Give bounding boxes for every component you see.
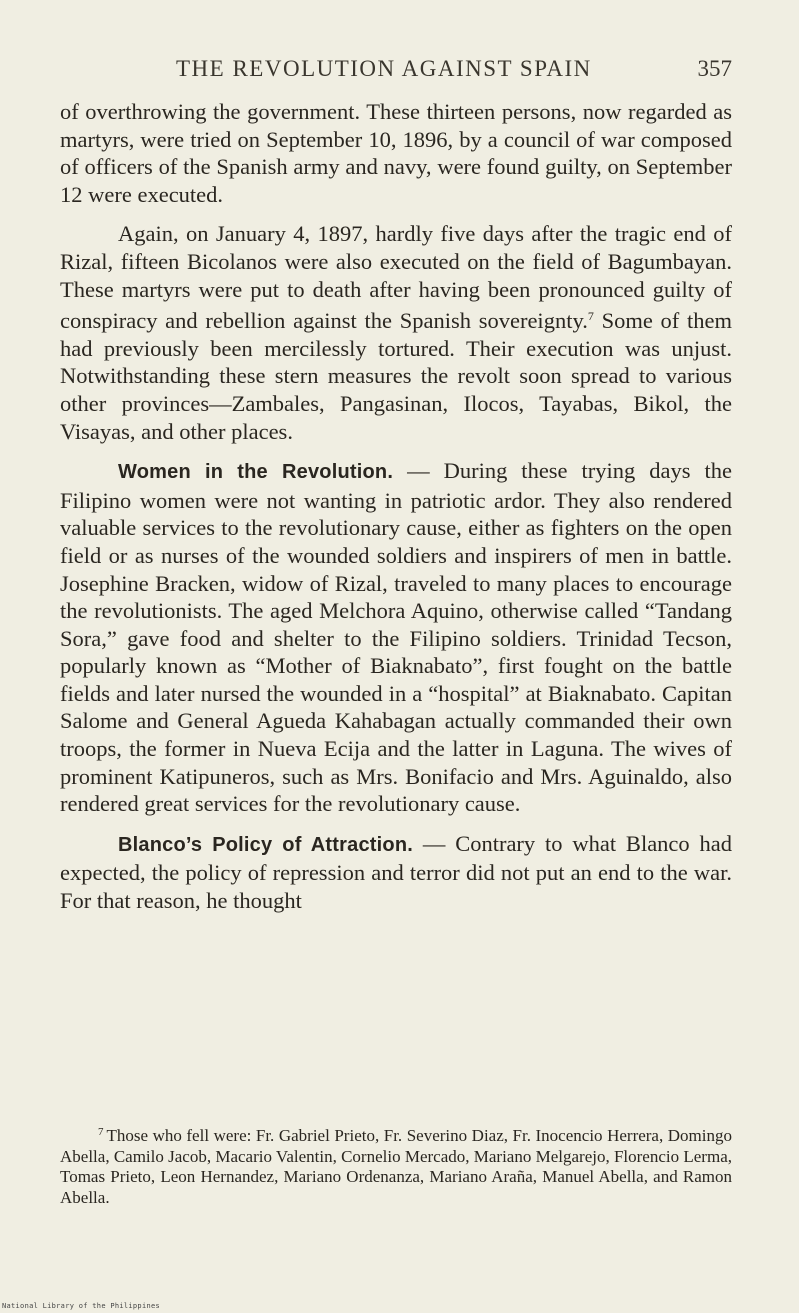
page-number: 357 — [697, 56, 732, 81]
running-title: THE REVOLUTION AGAINST SPAIN — [176, 56, 592, 81]
paragraph-text: Some of them had previously been mercilessly tortured. Their execution was unjust. Notwithstanding these stern measures the revolt soon spread to various other provinces—Zambales, Pangasinan, Ilocos, Tayabas, Bikol, the Visayas, and other places. — [60, 308, 733, 444]
footnote-marker: 7 — [98, 1126, 104, 1138]
paragraph-continuation: of overthrowing the government. These thirteen persons, now regarded as martyrs, were tried on September 10, 1896, by a council of war composed of officers of the Spanish army and navy, were found guilty, on September 12 were executed. — [60, 99, 732, 207]
paragraph-bicolano-martyrs — [60, 220, 732, 445]
paragraph-text: Contrary to what Blanco had expected, the policy of repression and terror did not put an end to the war. For that reason, he thought — [60, 830, 732, 914]
library-stamp: National Library of the Philippines — [2, 1302, 161, 1310]
book-page — [60, 0, 732, 1313]
paragraph-text: Again, on January 4, 1897, hardly five days after the tragic end of Rizal, fifteen Bicolanos were also executed on the field of Bagumbayan. These martyrs were put to death after having been pronounced guilty of conspiracy and rebellion against the Spanish sovereignty. — [60, 221, 732, 334]
section-heading: Women in the Revolution. — [118, 461, 394, 484]
body-text — [60, 98, 732, 927]
paragraph-women-in-revolution — [60, 457, 732, 818]
heading-dash: — — [413, 830, 456, 856]
running-head — [60, 56, 732, 88]
footnote-text: Those who fell were: Fr. Gabriel Prieto, Fr. Severino Diaz, Fr. Inocencio Herrera, Domingo Abella, Camilo Jacob, Macario Valentin, Cornelio Mercado, Mariano Melgarejo, Florencio Lerma, Tomas Prieto, Leon Hernandez, Mariano Ordenanza, Mariano Araña, Manuel Abella, and Ramon Abella. — [60, 1126, 732, 1207]
section-heading: Blanco’s Policy of Attraction. — [118, 833, 413, 856]
paragraph-policy-of-attraction — [60, 830, 732, 915]
footnote — [60, 1122, 732, 1208]
paragraph-text: During these trying days the Filipino women were not wanting in patriotic ardor. They also rendered valuable services to the revolutionary cause, either as fighters on the open field or as nurses of the wounded soldiers and inspirers of men in battle. Josephine Bracken, widow of Rizal, traveled to many places to encourage the revolutionists. The aged Melchora Aquino, otherwise called “Tandang Sora,” gave food and shelter to the Filipino soldiers. Trinidad Tecson, popularly known as “Mother of Biaknabato”, first fought on the battle fields and later nursed the wounded in a “hospital” at Biaknabato. Capitan Salome and General Agueda Kahabagan actually commanded their own troops, the former in Nueva Ecija and the latter in Laguna. The wives of prominent Katipuneros, such as Mrs. Bonifacio and Mrs. Aguinaldo, also rendered great services for the revolutionary cause. — [60, 458, 732, 817]
footnote-reference: 7 — [587, 309, 594, 324]
heading-dash: — — [393, 458, 444, 484]
